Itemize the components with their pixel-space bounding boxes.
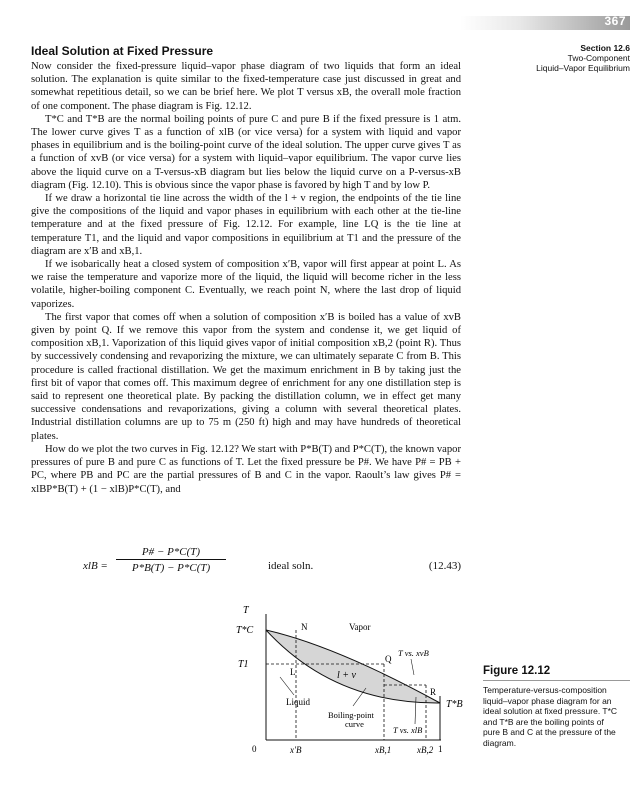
caption-line-2: liquid–vapor phase diagram for an bbox=[483, 695, 612, 706]
paragraph-5: The first vapor that comes off when a solution of composition x′B is boiled has a value of xvB given by point Q. If we remove this vapor from the system and condense it, we get liquid of composition xB,1. Vaporization of this liquid gives vapor of initial composition xB,2 (point R). Thus by successively condensing and revaporizing the mixture, we can ultimately separate C from B. This procedure is called fractional distillation. We get the maximum enrichment in B by taking just the first bit of vapor that comes off. This maximum degree of enrichment for any one distillation step is said to represent one theoretical plate. By packing the distillation column, we in effect get many successive condensations and revaporizations, giving a column with several theoretical plates. Industrial distillation columns are up to 75 m (250 ft) high and may have hundreds of theoretical plates. bbox=[31, 311, 461, 442]
boiling-curve-label-1: Boiling-point bbox=[328, 710, 374, 720]
figure-caption bbox=[483, 665, 630, 748]
equation-numerator: P# − P*C(T) bbox=[116, 546, 226, 560]
phase-diagram bbox=[228, 600, 478, 770]
main-text bbox=[31, 44, 461, 496]
caption-line-5: pure B and C at the pressure of the bbox=[483, 727, 616, 737]
paragraph-6: How do we plot the two curves in Fig. 12.12? We start with P*B(T) and P*C(T), the known vapor pressures of pure B and pure C as functions of T. Let the fixed pressure be P#. We have P# = PB + PC, where PB and PC are the partial pressures of B and C in the vapor. Raoult’s law gives P# = xlBP*B(T) + (1 − xlB)P*C(T), and bbox=[31, 443, 461, 495]
point-l: L bbox=[290, 667, 296, 677]
section-sidebar bbox=[500, 43, 630, 73]
liquid-curve-label: T vs. xlB bbox=[393, 725, 423, 735]
page-number: 367 bbox=[604, 14, 626, 28]
label-t1: T1 bbox=[238, 659, 249, 670]
point-q: Q bbox=[385, 654, 392, 664]
section-number: Section 12.6 bbox=[580, 43, 630, 53]
vapor-curve-label: T vs. xvB bbox=[398, 648, 429, 658]
region-liquid: Liquid bbox=[286, 697, 310, 707]
caption-line-6: diagram. bbox=[483, 737, 517, 748]
liquid-leader bbox=[280, 677, 294, 695]
section-title-line-1: Two-Component bbox=[567, 53, 630, 63]
figure-title: Figure 12.12 bbox=[483, 665, 630, 681]
paragraph-3: If we draw a horizontal tie line across the width of the l + v region, the endpoints of the tie line give the compositions of the liquid and vapor phases in equilibrium with each other at the tie-line temperature and at the fixed pressure of Fig. 12.12. For example, line LQ is the tie line at temperature T1, and the liquid and vapor compositions in equilibrium at T1 and the pressure of the diagram are x′B and xB,1. bbox=[31, 193, 461, 257]
label-tc: T*C bbox=[236, 625, 254, 636]
x-label-b2: xB,2 bbox=[417, 745, 434, 755]
region-l-plus-v: l + v bbox=[337, 670, 356, 681]
label-tb: T*B bbox=[446, 699, 463, 710]
y-axis-label: T bbox=[243, 605, 249, 616]
caption-line-4: and T*B are the boiling points of bbox=[483, 716, 604, 727]
equation-condition: ideal soln. bbox=[268, 560, 314, 572]
equation-denominator: P*B(T) − P*C(T) bbox=[131, 562, 211, 574]
paragraph-4: If we isobarically heat a closed system of composition x′B, vapor will first appear at point L. As we raise the temperature and vaporize more of the liquid, the liquid will become richer in the less volatile, higher-boiling component C. Eventually, we reach point N, where the last drop of liquid vaporizes. bbox=[31, 259, 461, 310]
paragraph-1: Now consider the fixed-pressure liquid–vapor phase diagram of two liquids that form an ideal solution. The explanation is quite similar to the fixed-temperature case just discussed in great and somewhat repetitious detail, so we can be brief here. We plot T versus xB, the overall mole fraction of one component. The phase diagram is Fig. 12.12. bbox=[31, 61, 461, 112]
region-vapor: Vapor bbox=[349, 622, 371, 632]
caption-line-1: Temperature-versus-composition bbox=[483, 685, 607, 695]
x-label-1: 1 bbox=[438, 744, 443, 754]
page-heading: Ideal Solution at Fixed Pressure bbox=[31, 44, 214, 58]
boiling-curve-label-2: curve bbox=[345, 719, 364, 729]
x-label-b1: xB,1 bbox=[375, 745, 392, 755]
section-title-line-2: Liquid–Vapor Equilibrium bbox=[536, 63, 630, 73]
vapor-curve-leader bbox=[411, 659, 414, 675]
x-label-prime: x′B bbox=[290, 745, 302, 755]
caption-line-3: ideal solution at fixed pressure. T*C bbox=[483, 706, 618, 716]
figure-caption-text bbox=[483, 685, 630, 748]
equation-lhs: xlB = bbox=[83, 560, 108, 572]
equation-12-43 bbox=[31, 546, 461, 586]
x-label-0: 0 bbox=[252, 744, 257, 754]
paragraph-2: T*C and T*B are the normal boiling points of pure C and pure B if the fixed pressure is 1 atm. The lower curve gives T as a function of xlB (or vice versa) for a system with liquid and vapor phases in equilibrium and is the boiling-point curve of the ideal solution. The upper curve gives T as a function of xvB (or vice versa) for a system with liquid–vapor equilibrium. The vapor curve lies above the liquid curve on a T-versus-xB diagram but lies below the liquid curve on a P-versus-xB diagram (Fig. 12.10). This is obvious since the vapor phase is favored by high T and by low P. bbox=[31, 113, 461, 191]
point-r: R bbox=[430, 687, 437, 697]
equation-number: (12.43) bbox=[428, 560, 461, 572]
equation-fraction bbox=[116, 546, 226, 574]
point-n: N bbox=[301, 622, 308, 632]
